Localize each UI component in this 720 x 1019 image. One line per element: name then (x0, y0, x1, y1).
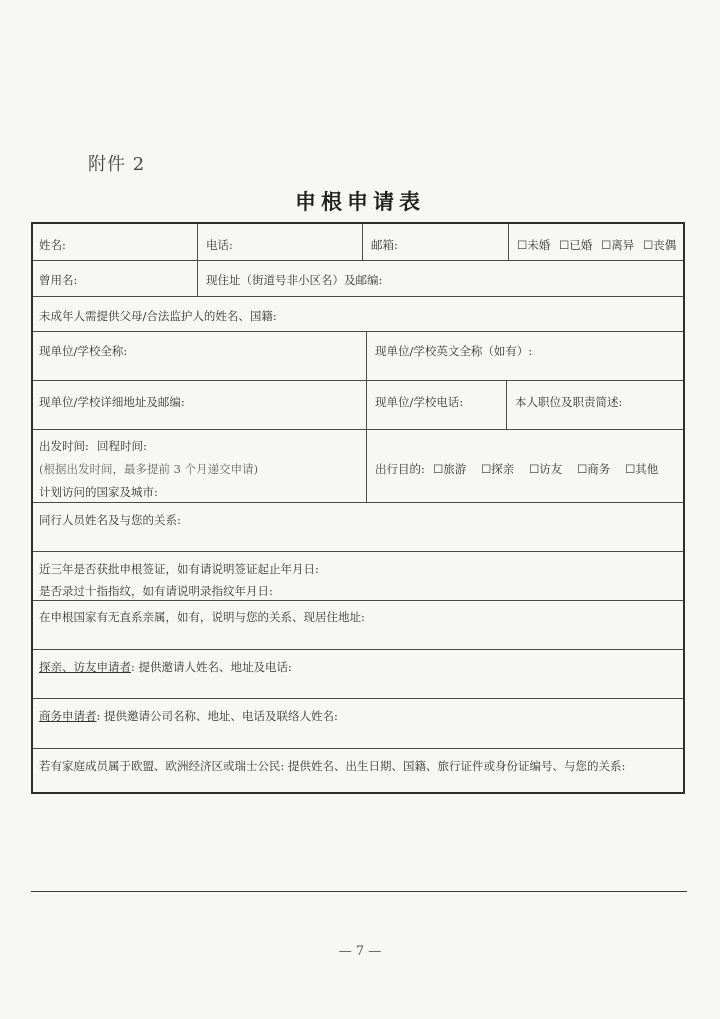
phone-label: 电话: (206, 238, 233, 252)
family-visit-applicant-label: 探亲、访友申请者 (39, 660, 131, 674)
return-label: 回程时间: (97, 439, 147, 453)
email-label: 邮箱: (371, 238, 398, 252)
email-cell[interactable] (362, 224, 508, 260)
family-visit-instructions: : 提供邀请人姓名、地址及电话: (131, 660, 292, 674)
companions-label: 同行人员姓名及与您的关系: (39, 513, 181, 527)
eu-family-cell[interactable] (33, 749, 683, 792)
current-address-cell[interactable] (197, 261, 683, 296)
form-row-family-visit (33, 650, 683, 699)
purpose-option-tourism[interactable]: ☐旅游 (433, 462, 467, 476)
employer-address-cell[interactable] (33, 381, 366, 429)
form-row-eu-family (33, 749, 683, 792)
countries-label: 计划访问的国家及城市: (39, 485, 158, 499)
position-cell[interactable] (506, 381, 683, 429)
travel-dates-cell[interactable] (33, 430, 366, 502)
footer-rule (31, 891, 687, 892)
form-row-relatives (33, 601, 683, 650)
purpose-label: 出行目的: (375, 462, 425, 476)
former-name-label: 曾用名: (39, 273, 78, 287)
marital-option-married[interactable]: ☐已婚 (559, 238, 593, 252)
guardian-label: 未成年人需提供父母/合法监护人的姓名、国籍: (39, 309, 277, 323)
form-row-employer-details (33, 381, 683, 430)
current-address-label: 现住址（街道号非小区名）及邮编: (206, 273, 383, 287)
marital-option-widowed[interactable]: ☐丧偶 (643, 238, 677, 252)
form-row-personal (33, 224, 683, 261)
fingerprints-label: 是否录过十指指纹，如有请说明录指纹年月日: (39, 584, 273, 598)
family-visit-label (39, 659, 292, 675)
employer-phone-label: 现单位/学校电话: (375, 395, 464, 409)
employer-name-en-label: 现单位/学校英文全称（如有）: (375, 344, 533, 358)
former-name-cell[interactable] (33, 261, 197, 296)
form-row-employer (33, 332, 683, 381)
submission-note: (根据出发时间，最多提前 3 个月递交申请) (39, 462, 259, 476)
form-row-guardian (33, 297, 683, 332)
attachment-label: 附件 2 (88, 154, 146, 175)
prev-visa-label: 近三年是否获批申根签证，如有请说明签证起止年月日: (39, 562, 319, 576)
relatives-cell[interactable] (33, 601, 683, 649)
name-cell[interactable] (33, 224, 197, 260)
employer-name-en-cell[interactable] (366, 332, 683, 380)
marital-option-divorced[interactable]: ☐离异 (601, 238, 635, 252)
marital-option-single[interactable]: ☐未婚 (517, 238, 551, 252)
employer-name-cell[interactable] (33, 332, 366, 380)
employer-phone-cell[interactable] (366, 381, 506, 429)
position-label: 本人职位及职责简述: (515, 395, 623, 409)
purpose-option-friend-visit[interactable]: ☐访友 (529, 462, 563, 476)
family-visit-cell[interactable] (33, 650, 683, 698)
application-form-table (31, 222, 685, 794)
name-label: 姓名: (39, 238, 66, 252)
purpose-option-family-visit[interactable]: ☐探亲 (481, 462, 515, 476)
guardian-cell[interactable] (33, 297, 683, 331)
form-row-business (33, 699, 683, 749)
employer-address-label: 现单位/学校详细地址及邮编: (39, 395, 185, 409)
eu-family-label: 若有家庭成员属于欧盟、欧洲经济区或瑞士公民: 提供姓名、出生日期、国籍、旅行证件或身份证编号、与您的关系: (39, 759, 626, 773)
visa-history-cell[interactable] (33, 552, 683, 600)
page-number: — 7 — (338, 944, 382, 959)
purpose-option-business[interactable]: ☐商务 (577, 462, 611, 476)
marital-status-cell (508, 224, 683, 260)
purpose-option-other[interactable]: ☐其他 (625, 462, 659, 476)
employer-name-label: 现单位/学校全称: (39, 344, 128, 358)
phone-cell[interactable] (197, 224, 362, 260)
departure-label: 出发时间: (39, 439, 89, 453)
business-label (39, 708, 338, 724)
form-row-visa-history (33, 552, 683, 601)
business-cell[interactable] (33, 699, 683, 748)
relatives-label: 在申根国家有无直系亲属，如有，说明与您的关系、现居住地址: (39, 610, 365, 624)
form-row-address (33, 261, 683, 297)
business-instructions: : 提供邀请公司名称、地址、电话及联络人姓名: (96, 709, 338, 723)
companions-cell[interactable] (33, 503, 683, 551)
form-title: 申根申请表 (295, 189, 425, 214)
form-row-companions (33, 503, 683, 552)
form-row-travel (33, 430, 683, 503)
business-applicant-label: 商务申请者 (39, 709, 97, 723)
travel-purpose-cell (366, 430, 683, 502)
